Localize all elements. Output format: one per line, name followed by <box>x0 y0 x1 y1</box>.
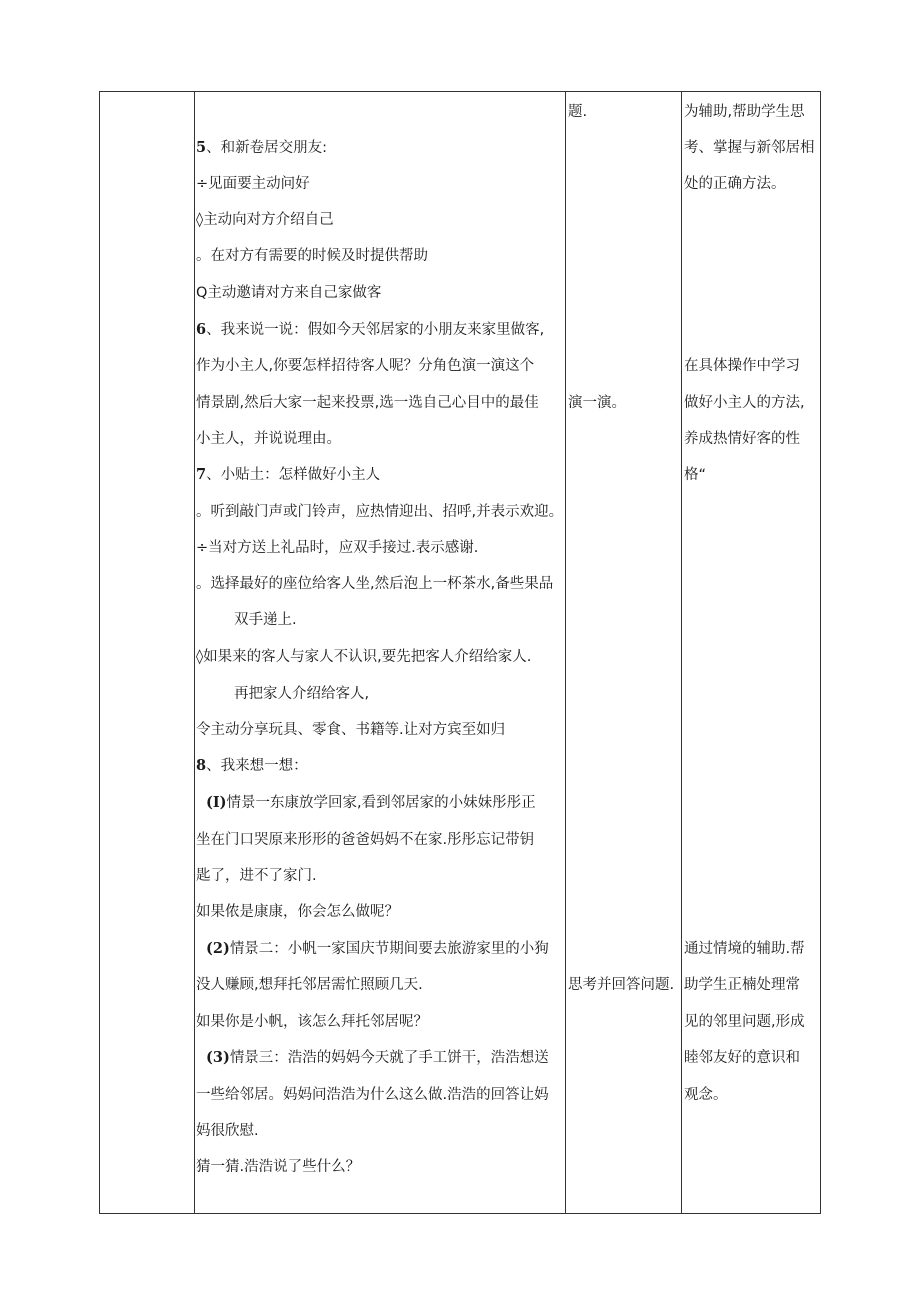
column-divider-3 <box>681 91 682 1214</box>
paragraph-line: 小主人，并说说理由。 <box>196 431 341 447</box>
scenario-2-line: (2)情景二：小帆一家国庆节期间要去旅游家里的小狗 <box>206 940 549 957</box>
section-number: 7 <box>196 466 207 483</box>
list-item: ÷见面要主动问好 <box>196 176 310 192</box>
list-item: 。选择最好的座位给客人坐,然后泡上一杯茶水,备些果品 <box>196 576 554 592</box>
design-intent-text: 在具体操作中学习 <box>684 358 800 374</box>
list-item: ◊如果来的客人与家人不认识,要先把客人介绍给家人. <box>196 649 532 665</box>
list-item: ◊主动向对方介绍自己 <box>196 212 334 228</box>
scenario-question: 如果你是小帆，该怎么拜托邻居呢？ <box>196 1014 428 1030</box>
list-item: 令主动分享玩具、零食、书籍等.让对方宾至如归 <box>196 722 506 738</box>
student-activity-text: 题. <box>568 104 588 120</box>
paragraph-line: 作为小主人,你要怎样招待客人呢？分角色演一演这个 <box>196 358 535 374</box>
design-intent-text: 睦邻友好的意识和 <box>684 1050 800 1066</box>
scenario-number: (I) <box>206 794 227 811</box>
section-6-heading: 6、我来说一说：假如今天邻居家的小朋友来家里做客, <box>196 321 545 338</box>
list-item: 。听到敲门声或门铃声，应热情迎出、招呼,并表示欢迎。 <box>196 504 564 520</box>
paragraph-line: 没人赚顾,想拜托邻居需忙照顾几天. <box>196 977 423 993</box>
section-5-heading: 5、和新卷居交朋友: <box>196 139 327 156</box>
list-item: Q主动邀请对方来自己家做客 <box>196 285 382 301</box>
scenario-3-line: (3)情景三：浩浩的妈妈今天就了手工饼干，浩浩想送 <box>206 1049 549 1066</box>
design-intent-text: 处的正确方法。 <box>684 176 786 192</box>
section-number: 6 <box>196 321 207 338</box>
design-intent-text: 做好小主人的方法, <box>684 395 805 411</box>
section-8-heading: 8、我来想一想： <box>196 757 308 774</box>
column-divider-2 <box>565 91 566 1214</box>
list-item: ÷当对方送上礼品时，应双手接过.表示感谢. <box>196 540 479 556</box>
paragraph-line: 匙了，进不了家门. <box>196 868 317 884</box>
student-activity-text: 思考并回答问题. <box>568 977 675 993</box>
design-intent-text: 通过情境的辅助.帮 <box>684 941 805 957</box>
design-intent-text: 养成热情好客的性 <box>684 431 800 447</box>
design-intent-text: 观念。 <box>684 1087 728 1103</box>
student-activity-text: 演一演。 <box>568 395 626 411</box>
scenario-question: 猜一猜.浩浩说了些什么？ <box>196 1159 361 1175</box>
paragraph-line: 坐在门口哭原来形形的爸爸妈妈不在家.彤彤忘记带钥 <box>196 832 535 848</box>
design-intent-text: 助学生正楠处理常 <box>684 977 800 993</box>
section-7-heading: 7、小贴土：怎样做好小主人 <box>196 466 381 483</box>
list-item: 。在对方有需要的时候及时提供帮助 <box>196 248 428 264</box>
scenario-number: (3) <box>206 1049 230 1066</box>
scenario-question: 如果侬是康康，你会怎么做呢？ <box>196 904 399 920</box>
design-intent-text: 格“ <box>684 467 707 483</box>
list-item-continuation: 双手递上. <box>234 612 297 628</box>
design-intent-text: 考、掌握与新邻居相 <box>684 140 815 156</box>
scenario-1-line: (I)情景一东康放学回家,看到邻居家的小妹妹彤彤正 <box>206 794 536 811</box>
scenario-number: (2) <box>206 940 230 957</box>
design-intent-text: 为辅助,帮助学生思 <box>684 104 805 120</box>
paragraph-line: 一些给邻居。妈妈问浩浩为什么这么做.浩浩的回答让妈 <box>196 1087 549 1103</box>
section-number: 8 <box>196 757 207 774</box>
paragraph-line: 妈很欣慰. <box>196 1123 259 1139</box>
column-divider-1 <box>194 91 195 1214</box>
section-number: 5 <box>196 139 207 156</box>
design-intent-text: 见的邻里问题,形成 <box>684 1014 805 1030</box>
list-item-continuation: 再把家人介绍给客人, <box>234 686 370 702</box>
paragraph-line: 情景剧,然后大家一起来投票,选一选自己心目中的最佳 <box>196 395 539 411</box>
